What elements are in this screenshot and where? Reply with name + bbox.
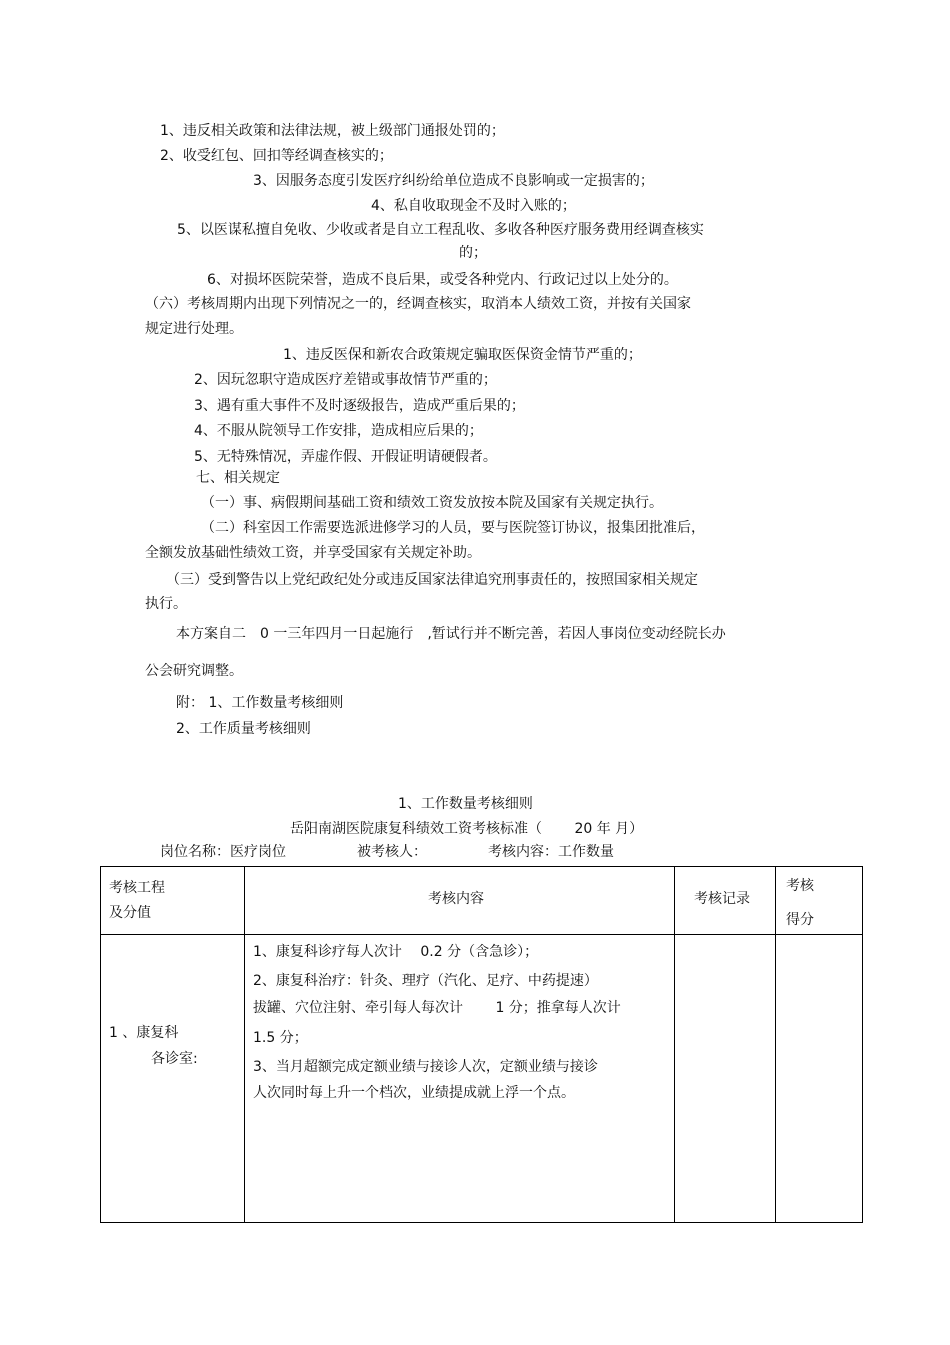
text-line: 1、违反相关政策和法律法规，被上级部门通报处罚的； bbox=[160, 123, 505, 139]
item-cell bbox=[101, 935, 245, 1223]
record-cell[interactable] bbox=[675, 935, 776, 1223]
section-heading: 七、相关规定 bbox=[196, 470, 280, 486]
header-record: 考核记录 bbox=[694, 891, 750, 907]
content-cell bbox=[245, 935, 675, 1223]
attachment-line: 附： 1、工作数量考核细则 bbox=[176, 695, 344, 711]
content-line: 1.5 分； bbox=[253, 1030, 308, 1046]
text-line: 规定进行处理。 bbox=[145, 321, 243, 337]
text-line: 执行。 bbox=[145, 596, 187, 612]
table-row bbox=[101, 935, 863, 1223]
examinee-label: 被考核人： bbox=[357, 844, 427, 860]
text-line: 5、无特殊情况，弄虚作假、开假证明请硬假者。 bbox=[194, 449, 497, 465]
header-item-line2: 及分值 bbox=[109, 905, 151, 921]
assessment-table bbox=[100, 866, 863, 1223]
content-line: 拔罐、穴位注射、牵引每人每次计 1 分；推拿每人次计 bbox=[253, 1000, 621, 1016]
form-title: 1、工作数量考核细则 bbox=[398, 796, 533, 812]
content-line: 3、当月超额完成定额业绩与接诊人次，定额业绩与接诊 bbox=[253, 1059, 598, 1075]
header-item-line1: 考核工程 bbox=[109, 880, 165, 896]
text-line: （一）事、病假期间基础工资和绩效工资发放按本院及国家有关规定执行。 bbox=[201, 495, 663, 511]
text-line: 6、对损坏医院荣誉，造成不良后果，或受各种党内、行政记过以上处分的。 bbox=[207, 272, 678, 288]
text-line: 5、以医谋私擅自免收、少收或者是自立工程乱收、多收各种医疗服务费用经调查核实 bbox=[177, 222, 704, 238]
header-cell-record bbox=[675, 867, 776, 935]
post-label: 岗位名称：医疗岗位 bbox=[160, 844, 286, 860]
header-content: 考核内容 bbox=[428, 891, 484, 907]
text-line: 1、违反医保和新农合政策规定骗取医保资金情节严重的； bbox=[283, 347, 642, 363]
header-cell-score bbox=[776, 867, 863, 935]
text-line: 3、遇有重大事件不及时逐级报告，造成严重后果的； bbox=[194, 398, 525, 414]
attachment-line: 2、工作质量考核细则 bbox=[176, 721, 311, 737]
text-line: （二）科室因工作需要选派进修学习的人员，要与医院签订协议，报集团批准后， bbox=[201, 520, 705, 536]
text-line: 的； bbox=[459, 245, 487, 261]
score-cell[interactable] bbox=[776, 935, 863, 1223]
text-line: 本方案自二 0 一三年四月一日起施行 ,暂试行并不断完善，若因人事岗位变动经院长办 bbox=[176, 626, 726, 642]
form-subtitle: 岳阳南湖医院康复科绩效工资考核标准（ 20 年 月） bbox=[290, 821, 644, 837]
header-cell-content bbox=[245, 867, 675, 935]
item-line2: 各诊室: bbox=[151, 1051, 198, 1067]
table-header-row bbox=[101, 867, 863, 935]
text-line: （三）受到警告以上党纪政纪处分或违反国家法律追究刑事责任的，按照国家相关规定 bbox=[166, 572, 698, 588]
header-score-line2: 得分 bbox=[786, 912, 814, 928]
text-line: 4、不服从院领导工作安排，造成相应后果的； bbox=[194, 423, 483, 439]
content-line: 人次同时每上升一个档次，业绩提成就上浮一个点。 bbox=[253, 1085, 575, 1101]
content-label: 考核内容：工作数量 bbox=[488, 844, 614, 860]
section-heading: （六）考核周期内出现下列情况之一的，经调查核实，取消本人绩效工资，并按有关国家 bbox=[145, 296, 691, 312]
item-line1: 1 、康复科 bbox=[109, 1025, 179, 1041]
text-line: 2、因玩忽职守造成医疗差错或事故情节严重的； bbox=[194, 372, 497, 388]
text-line: 公会研究调整。 bbox=[145, 663, 243, 679]
text-line: 3、因服务态度引发医疗纠纷给单位造成不良影响或一定损害的； bbox=[253, 173, 654, 189]
text-line: 4、私自收取现金不及时入账的； bbox=[371, 198, 576, 214]
header-score-line1: 考核 bbox=[786, 878, 814, 894]
text-line: 全额发放基础性绩效工资，并享受国家有关规定补助。 bbox=[145, 545, 481, 561]
header-cell-item bbox=[101, 867, 245, 935]
content-line: 2、康复科治疗：针灸、理疗（汽化、足疗、中药提速） bbox=[253, 973, 598, 989]
content-line: 1、康复科诊疗每人次计 0.2 分（含急诊）； bbox=[253, 944, 539, 960]
text-line: 2、收受红包、回扣等经调查核实的； bbox=[160, 148, 393, 164]
